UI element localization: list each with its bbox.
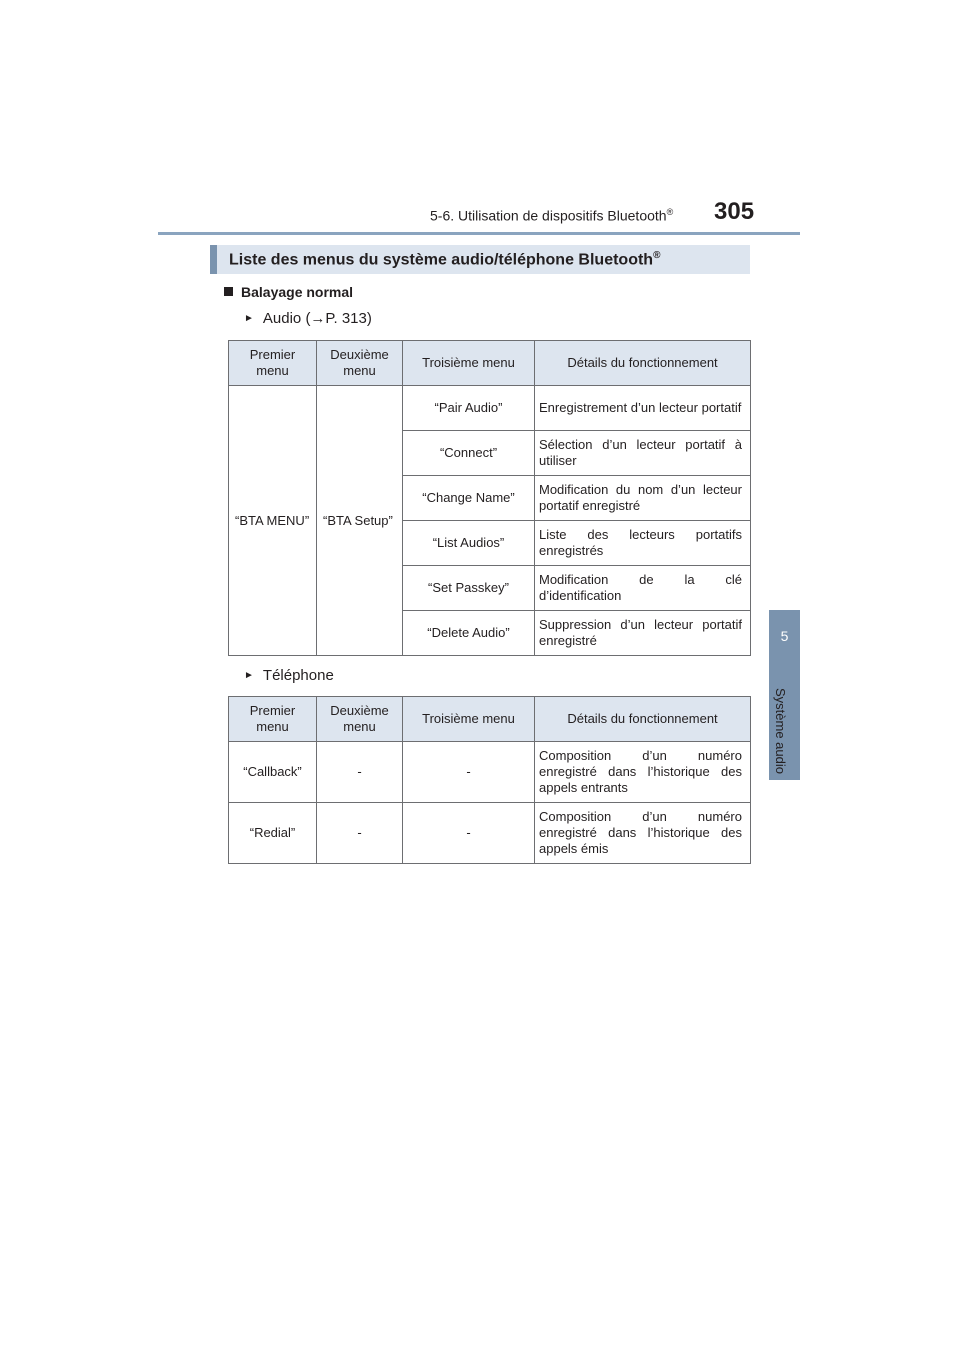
detail-cell: Suppression d’un lecteur portatif enregistré (535, 611, 751, 656)
first-menu-cell: “Callback” (229, 742, 317, 803)
third-menu-cell: “Delete Audio” (403, 611, 535, 656)
triangle-bullet-icon: ► (244, 313, 254, 324)
page-number: 305 (714, 198, 755, 225)
table-row (229, 742, 751, 803)
chapter-tab-label: Système audio (773, 688, 788, 774)
second-menu-cell: - (317, 742, 403, 803)
registered-mark: ® (666, 207, 674, 217)
detail-cell: Modification de la clé d’identification (535, 566, 751, 611)
section-title-text: Liste des menus du système audio/téléphone Bluetooth (229, 251, 654, 269)
header-section-title-text: 5-6. Utilisation de dispositifs Bluetooth (430, 207, 667, 224)
column-header: Deuxième menu (317, 341, 403, 386)
detail-cell: Enregistrement d’un lecteur portatif (535, 386, 751, 431)
third-menu-cell: “Connect” (403, 431, 535, 476)
column-header: Deuxième menu (317, 697, 403, 742)
table-row (229, 386, 751, 431)
detail-cell: Liste des lecteurs portatifs enregistrés (535, 521, 751, 566)
header-section-title (430, 207, 673, 224)
detail-cell: Composition d’un numéro enregistré dans l’historique des appels entrants (535, 742, 751, 803)
column-header: Troisième menu (403, 697, 535, 742)
subheading (224, 284, 353, 300)
third-menu-cell: “Pair Audio” (403, 386, 535, 431)
second-menu-cell: - (317, 803, 403, 864)
table-header-row (229, 341, 751, 386)
table-row (229, 803, 751, 864)
detail-cell: Modification du nom d’un lecteur portatif enregistré (535, 476, 751, 521)
third-menu-cell: - (403, 742, 535, 803)
detail-cell: Sélection d’un lecteur portatif à utiliser (535, 431, 751, 476)
section-registered-mark: ® (653, 250, 661, 261)
square-bullet-icon (224, 287, 233, 296)
third-menu-cell: “List Audios” (403, 521, 535, 566)
audio-heading (244, 310, 372, 327)
header-divider (158, 232, 800, 235)
third-menu-cell: “Change Name” (403, 476, 535, 521)
subheading-text: Balayage normal (241, 284, 354, 300)
column-header: Détails du fonctionnement (535, 697, 751, 742)
third-menu-cell: - (403, 803, 535, 864)
audio-menu-table (228, 340, 751, 656)
chapter-tab-number: 5 (780, 628, 789, 644)
third-menu-cell: “Set Passkey” (403, 566, 535, 611)
triangle-bullet-icon: ► (244, 670, 254, 681)
second-menu-cell: “BTA Setup” (317, 386, 403, 656)
audio-heading-text: Audio (→P. 313) (262, 310, 372, 327)
phone-menu-table (228, 696, 751, 864)
column-header: Premier menu (229, 341, 317, 386)
section-title-bar (210, 245, 750, 274)
phone-heading-text: Téléphone (262, 667, 334, 684)
phone-heading (244, 667, 334, 684)
column-header: Détails du fonctionnement (535, 341, 751, 386)
column-header: Troisième menu (403, 341, 535, 386)
column-header: Premier menu (229, 697, 317, 742)
detail-cell: Composition d’un numéro enregistré dans l’historique des appels émis (535, 803, 751, 864)
first-menu-cell: “BTA MENU” (229, 386, 317, 656)
first-menu-cell: “Redial” (229, 803, 317, 864)
section-title (229, 250, 660, 269)
table-header-row (229, 697, 751, 742)
